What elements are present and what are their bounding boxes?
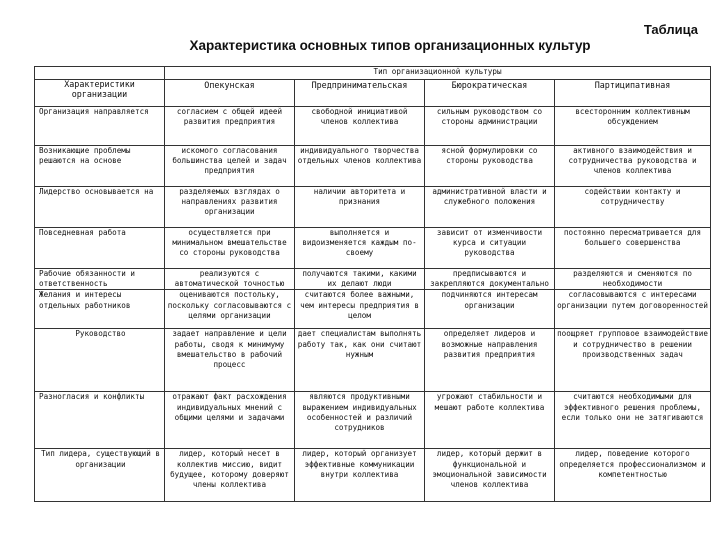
table-cell: считаются более важными, чем интересы предприятия в целом [295, 290, 425, 329]
table-cell: зависит от изменчивости курса и ситуации руководства [425, 228, 555, 269]
table-cell: всесторонним коллективным обсуждением [555, 107, 711, 146]
table-cell: дает специалистам выполнять работу так, как они считают нужным [295, 329, 425, 392]
table-row [35, 187, 711, 228]
culture-types-table [34, 66, 711, 502]
table-row [35, 269, 711, 290]
table-row [35, 329, 711, 392]
row-label: Организация направляется [35, 107, 165, 146]
row-label: Повседневная работа [35, 228, 165, 269]
table-row [35, 107, 711, 146]
table-cell: отражают факт расхождения индивидуальных мнений с общими целями и задачами [165, 392, 295, 449]
page-title: Характеристика основных типов организационных культур [189, 38, 591, 53]
row-label: Руководство [35, 329, 165, 392]
table-cell: оцениваются постольку, поскольку согласовываются с целями организации [165, 290, 295, 329]
table-cell: свободной инициативой членов коллектива [295, 107, 425, 146]
table-cell: осуществляется при минимальном вмешательстве со стороны руководства [165, 228, 295, 269]
column-header-entrepreneurial: Предпринимательская [295, 80, 425, 107]
table-cell: административной власти и служебного положения [425, 187, 555, 228]
table-cell: ясной формулировки со стороны руководства [425, 146, 555, 187]
table-cell: являются продуктивными выражением индивидуальных особенностей и различий сотрудников [295, 392, 425, 449]
table-cell: лидер, который держит в функциональной и эмоциональной зависимости членов коллектива [425, 449, 555, 502]
table-cell: активного взаимодействия и сотрудничества руководства и членов коллектива [555, 146, 711, 187]
empty-corner-cell [35, 67, 165, 80]
table-cell: постоянно пересматривается для большего совершенства [555, 228, 711, 269]
table-row [35, 392, 711, 449]
row-label: Возникающие проблемы решаются на основе [35, 146, 165, 187]
table-cell: разделяемых взглядах о направлениях развития организации [165, 187, 295, 228]
table-row [35, 290, 711, 329]
table-cell: индивидуального творчества отдельных членов коллектива [295, 146, 425, 187]
table-cell: определяет лидеров и возможные направления развития предприятия [425, 329, 555, 392]
table-cell: угрожают стабильности и мешают работе коллектива [425, 392, 555, 449]
table-cell: поощряет групповое взаимодействие и сотрудничество в решении производственных задач [555, 329, 711, 392]
column-header-guardian: Опекунская [165, 80, 295, 107]
table-cell: подчиняются интересам организации [425, 290, 555, 329]
table-cell: предписываются и закрепляются документально [425, 269, 555, 290]
column-header-participative: Партиципативная [555, 80, 711, 107]
culture-type-group-header: Тип организационной культуры [165, 67, 711, 80]
table-caption: Таблица [643, 22, 698, 37]
table-cell: искомого согласования большинства целей и задач предприятия [165, 146, 295, 187]
table-cell: лидер, который несет в коллектив миссию, видит будущее, которому доверяют члены коллектива [165, 449, 295, 502]
table-cell: получаются такими, какими их делают люди [295, 269, 425, 290]
table-cell: лидер, поведение которого определяется профессионализмом и компетентностью [555, 449, 711, 502]
table-cell: согласием с общей идеей развития предприятия [165, 107, 295, 146]
table-cell: сильным руководством со стороны администрации [425, 107, 555, 146]
row-label: Разногласия и конфликты [35, 392, 165, 449]
table-row [35, 228, 711, 269]
row-label: Лидерство основывается на [35, 187, 165, 228]
table-cell: выполняется и видоизменяется каждым по-своему [295, 228, 425, 269]
table-cell: реализуются с автоматической точностью [165, 269, 295, 290]
table-cell: согласовываются с интересами организации путем договоренностей [555, 290, 711, 329]
table-cell: разделяются и сменяются по необходимости [555, 269, 711, 290]
table-cell: содействии контакту и сотрудничеству [555, 187, 711, 228]
table-cell: задает направление и цели работы, сводя к минимуму вмешательство в рабочий процесс [165, 329, 295, 392]
table-cell: наличии авторитета и признания [295, 187, 425, 228]
table-cell: лидер, который организует эффективные коммуникации внутри коллектива [295, 449, 425, 502]
row-label: Желания и интересы отдельных работников [35, 290, 165, 329]
table-row [35, 146, 711, 187]
row-label: Тип лидера, существующий в организации [35, 449, 165, 502]
characteristics-header: Характеристики организации [35, 80, 165, 107]
table-row [35, 449, 711, 502]
column-header-bureaucratic: Бюрократическая [425, 80, 555, 107]
table-cell: считаются необходимыми для эффективного решения проблемы, если только они не затягиваются [555, 392, 711, 449]
row-label: Рабочие обязанности и ответственность [35, 269, 165, 290]
